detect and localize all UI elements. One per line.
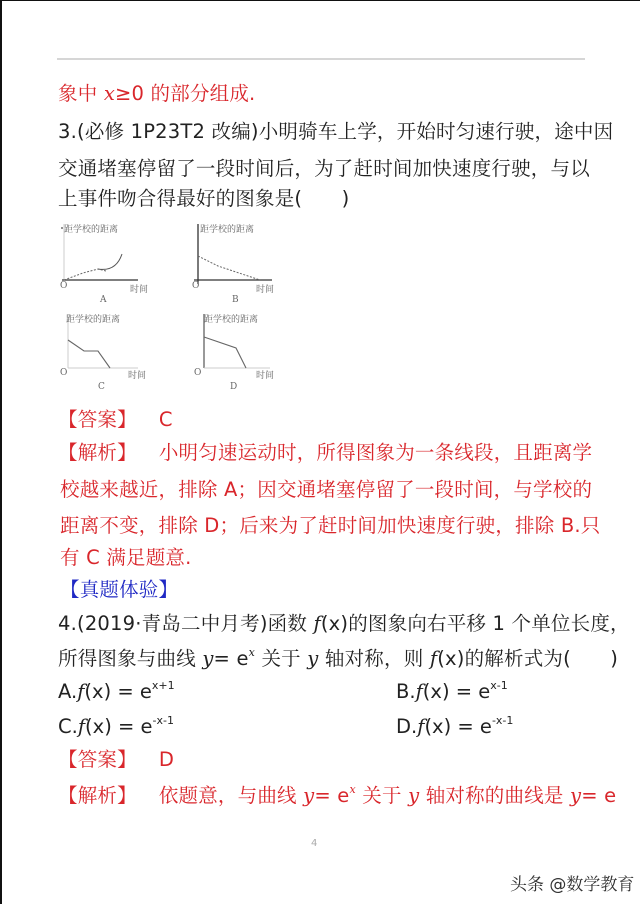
graph-d-yaxis-label: 距学校的距离: [204, 315, 259, 325]
option-d: $D.f(x) = e^{-x-1}$: [396, 714, 514, 738]
page-number: 4: [311, 838, 318, 849]
left-border: [0, 0, 2, 904]
answer-value: C: [158, 408, 173, 431]
q3-analysis-line1: 【解析】 小明匀速运动时，所得图象为一条线段，且距离学: [58, 441, 593, 464]
graph-b: [190, 220, 280, 310]
option-b: $B.f(x) = e^{x-1}$: [396, 679, 508, 703]
graph-b-xaxis-label: 时间: [256, 285, 275, 295]
question4-line2: 所得图象与曲线 $y= e^x$ 关于 y 轴对称，则 f(x)的解析式为( ): [58, 646, 619, 670]
graph-c-origin: O: [60, 368, 68, 378]
graph-a-label: A: [100, 295, 107, 305]
analysis-tag: 【解析】: [58, 441, 137, 464]
graph-c-label: C: [98, 382, 105, 392]
section-tag: 【真题体验】: [60, 578, 179, 601]
graph-c-xaxis-label: 时间: [128, 371, 147, 381]
graph-a: [58, 220, 148, 310]
q3-analysis-line4: 有 C 满足题意.: [60, 546, 192, 569]
graph-c-yaxis-label: 距学校的距离: [66, 315, 121, 325]
graph-d-origin: O: [194, 368, 202, 378]
header-divider: [57, 58, 585, 60]
question3-line2: 交通堵塞停留了一段时间后，为了赶时间加快速度行驶，与以: [58, 157, 590, 180]
graph-a-xaxis-label: 时间: [130, 285, 149, 295]
graph-d: [190, 310, 280, 400]
q3-analysis-line3: 距离不变，排除 D；后来为了赶时间加快速度行驶，排除 B.只: [60, 514, 601, 537]
graph-a-origin: O: [60, 281, 68, 291]
continuation-line: 象中 x≥0 的部分组成.: [58, 82, 256, 105]
graph-a-yaxis-label: 距学校的距离: [64, 225, 119, 235]
q4-analysis-line: 【解析】 依题意，与曲线 $y= e^x$ 关于 y 轴对称的曲线是 y= e: [58, 783, 617, 807]
q3-answer-line: [58, 408, 173, 432]
graph-b-origin: O: [192, 281, 200, 291]
q3-analysis-line2: 校越来越近，排除 A；因交通堵塞停留了一段时间，与学校的: [60, 478, 593, 501]
watermark: 头条 @数学教育: [510, 875, 635, 895]
question3-line3: 上事件吻合得最好的图象是( ): [58, 187, 350, 210]
question3-line1: 3.(必修 1P23T2 改编)小明骑车上学，开始时匀速行驶，途中因: [58, 120, 614, 143]
graph-d-label: D: [230, 382, 238, 392]
top-border: [0, 0, 640, 1]
option-a: $A.f(x) = e^{x+1}$: [58, 679, 175, 703]
graph-c: [58, 310, 148, 400]
q4-answer-line: 【答案】 D: [58, 748, 175, 771]
option-c: $C.f(x) = e^{-x-1}$: [58, 714, 174, 738]
question4-line1: 4.(2019·青岛二中月考)函数 f(x)的图象向右平移 1 个单位长度，: [58, 612, 630, 635]
graph-d-xaxis-label: 时间: [256, 371, 275, 381]
graph-b-label: B: [232, 295, 239, 305]
graph-b-yaxis-label: 距学校的距离: [200, 225, 255, 235]
answer-tag: 【答案】: [58, 408, 137, 431]
